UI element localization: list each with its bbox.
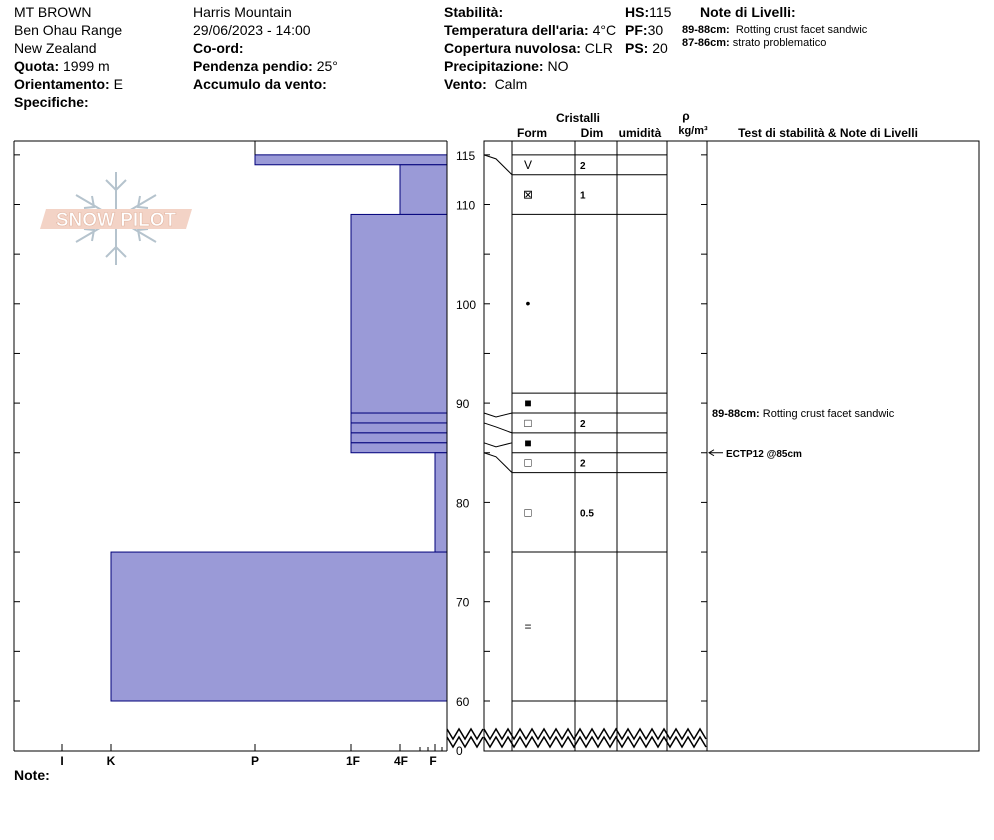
connector-3 (484, 443, 512, 447)
cloud-value: CLR (584, 40, 613, 56)
depth-label-115: 115 (456, 148, 476, 163)
wind-value: Calm (494, 76, 528, 92)
layer-notes-title: Note di Livelli: (700, 4, 796, 20)
crystal-form-5: ■ (524, 435, 532, 450)
tests-header: Test di stabilità & Note di Livelli (738, 126, 918, 140)
depth-label-80: 80 (456, 496, 470, 511)
crystal-form-3: ■ (524, 396, 532, 411)
connector-2 (484, 423, 512, 433)
form-header: Form (517, 126, 547, 140)
hs-value: 115 (649, 4, 672, 20)
hardness-tick-label-1: K (106, 754, 116, 768)
crystal-form-2: • (525, 294, 531, 311)
elevation-value: 1999 m (63, 58, 110, 74)
hs-label: HS: (625, 4, 650, 20)
precip-value: NO (547, 58, 569, 74)
crystal-dim-4: 2 (580, 418, 586, 430)
country-name: New Zealand (14, 40, 97, 56)
crystal-form-7: □ (524, 505, 532, 520)
depth-label-70: 70 (456, 595, 470, 610)
slope-label: Pendenza pendio: (193, 58, 313, 74)
aspect-label: Orientamento: (14, 76, 110, 92)
crystal-form-8: = (524, 619, 532, 634)
depth-label-0: 0 (456, 744, 463, 758)
crystal-form-0: V (523, 157, 533, 172)
hardness-bar-6 (351, 443, 447, 453)
ps-label: PS: (625, 40, 649, 56)
air-temp-label: Temperatura dell'aria: (444, 22, 589, 38)
range-name: Ben Ohau Range (14, 22, 123, 38)
crystal-symbols (523, 158, 594, 634)
axis-break-grid-upper (484, 729, 706, 739)
annotation-layer-note-text: Rotting crust facet sandwic (759, 408, 895, 421)
hardness-tick-label-4: 4F (393, 754, 409, 768)
crystal-dim-1: 1 (580, 190, 586, 202)
snowpilot-logo-text: SNOW PILOT (55, 210, 177, 231)
cloud-label: Copertura nuvolosa: (444, 40, 581, 56)
crystal-form-1: ⊠ (522, 187, 534, 202)
precip-label: Precipitazione: (444, 58, 544, 74)
axis-break-grid-lower (484, 737, 706, 747)
specifics-label: Specifiche: (14, 94, 89, 110)
hardness-bar-3 (351, 413, 447, 423)
elevation-label: Quota: (14, 58, 60, 74)
air-temp-value: 4°C (592, 22, 617, 38)
ps-value: 20 (652, 40, 668, 56)
hardness-bar-2 (351, 214, 447, 413)
layer-note-1-depth: 89-88cm: (682, 24, 730, 36)
notes-label: Note: (14, 767, 50, 783)
pf-label: PF: (625, 22, 648, 38)
profile-annotations (709, 408, 895, 460)
dim-header: Dim (580, 126, 604, 140)
hardness-tick-label-5: F (429, 754, 437, 768)
moisture-header: umidità (618, 126, 662, 140)
depth-label-110: 110 (456, 198, 476, 213)
density-unit-header: kg/m³ (678, 125, 708, 137)
snowpilot-logo (40, 172, 192, 265)
depth-label-60: 60 (456, 695, 470, 709)
wind-loading-label: Accumulo da vento: (193, 76, 327, 92)
hardness-bar-0 (255, 155, 447, 165)
crystal-dim-6: 2 (580, 458, 586, 470)
observation-datetime: 29/06/2023 - 14:00 (193, 22, 311, 38)
aspect-value: E (113, 76, 123, 92)
location-name: MT BROWN (14, 4, 92, 20)
crystals-header: Cristalli (555, 111, 601, 125)
crystal-form-6: □ (524, 455, 532, 470)
grid-frame (484, 141, 979, 751)
axis-break-left-upper (447, 729, 483, 739)
operation-name: Harris Mountain (193, 4, 292, 20)
depth-label-100: 100 (456, 297, 477, 312)
crystal-form-4: □ (524, 415, 532, 430)
depth-label-90: 90 (456, 397, 470, 412)
layer-note-1-text: Rotting crust facet sandwic (735, 24, 868, 36)
hardness-bar-8 (111, 552, 447, 701)
wind-label: Vento: (444, 76, 487, 92)
hardness-tick-label-0: I (60, 754, 64, 768)
hardness-bar-1 (400, 165, 447, 215)
annotation-layer-note-depth: 89-88cm: (712, 408, 760, 421)
rho-header: ρ (682, 109, 690, 123)
connector-1 (484, 413, 512, 417)
connector-4 (484, 453, 512, 473)
stability-label: Stabilità: (444, 4, 504, 20)
coord-label: Co-ord: (193, 40, 244, 56)
hardness-tick-label-3: 1F (345, 754, 361, 768)
layer-note-2-depth: 87-86cm: (682, 37, 730, 49)
crystal-dim-7: 0.5 (580, 508, 594, 520)
annotation-stability-test: ECTP12 @85cm (726, 448, 802, 460)
slope-value: 25° (316, 58, 338, 74)
hardness-tick-label-2: P (250, 754, 260, 768)
connector-0 (484, 155, 512, 175)
annotation-layer-note (712, 408, 895, 420)
crystal-dim-0: 2 (580, 160, 586, 172)
hardness-bar-4 (351, 423, 447, 433)
hardness-bar-5 (351, 433, 447, 443)
pf-value: 30 (647, 22, 664, 38)
hardness-bar-7 (435, 453, 447, 552)
layer-note-2-text: strato problematico (732, 37, 827, 49)
